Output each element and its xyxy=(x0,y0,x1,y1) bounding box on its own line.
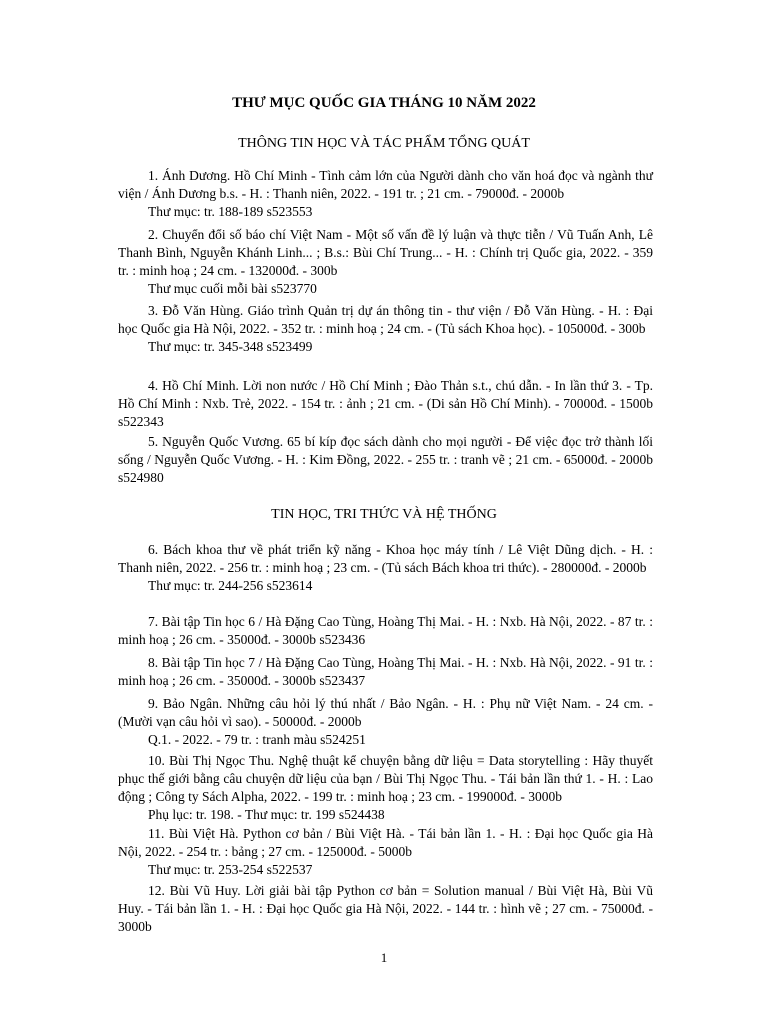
entry-text: 5. Nguyễn Quốc Vương. 65 bí kíp đọc sách dành cho mọi người - Để việc đọc trở thành lối sống / Nguyễn Quốc Vương. - H. : Kim Đồng, 2022. - 255 tr. : tranh vẽ ; 21 cm. - 65000đ. - 2000b s524980 xyxy=(118,434,653,485)
page-number: 1 xyxy=(380,950,388,965)
bibliography-entry xyxy=(118,167,653,221)
entry-text: 9. Bảo Ngân. Những câu hỏi lý thú nhất / Bảo Ngân. - H. : Phụ nữ Việt Nam. - 24 cm. - (Mười vạn câu hỏi vì sao). - 50000đ. - 2000b xyxy=(118,696,653,729)
bibliography-entry xyxy=(118,302,653,356)
bibliography-entry xyxy=(118,654,653,690)
bibliography-entry xyxy=(118,695,653,749)
bibliography-entry xyxy=(118,882,653,936)
bibliography-entry xyxy=(118,825,653,879)
entry-text: 4. Hồ Chí Minh. Lời non nước / Hồ Chí Minh ; Đào Thản s.t., chú dẫn. - In lần thứ 3. - Tp. Hồ Chí Minh : Nxb. Trẻ, 2022. - 154 tr. : ảnh ; 21 cm. - (Di sản Hồ Chí Minh). - 70000đ. - 1500b s522343 xyxy=(118,378,653,429)
entry-text: 10. Bùi Thị Ngọc Thu. Nghệ thuật kể chuyện bằng dữ liệu = Data storytelling : Hãy thuyết phục thế giới bằng câu chuyện dữ liệu của bạn / Bùi Thị Ngọc Thu. - Tái bản lần thứ 1. - H. : Lao động ; Công ty Sách Alpha, 2022. - 199 tr. : minh hoạ ; 23 cm. - 199000đ. - 3000b xyxy=(118,753,653,804)
entry-note: Phụ lục: tr. 198. - Thư mục: tr. 199 s524438 xyxy=(148,807,385,822)
entry-text: 11. Bùi Việt Hà. Python cơ bản / Bùi Việt Hà. - Tái bản lần 1. - H. : Đại học Quốc gia Hà Nội, 2022. - 254 tr. : bảng ; 27 cm. - 125000đ. - 5000b xyxy=(118,826,653,859)
entry-note: Thư mục: tr. 188-189 s523553 xyxy=(148,204,313,219)
section-title: TIN HỌC, TRI THỨC VÀ HỆ THỐNG xyxy=(271,507,497,522)
entry-text: 2. Chuyển đổi số báo chí Việt Nam - Một số vấn đề lý luận và thực tiễn / Vũ Tuấn Anh, Lê Thanh Bình, Nguyễn Khánh Linh... ; B.s.: Bùi Chí Trung... - H. : Chính trị Quốc gia, 2022. - 359 tr. : minh hoạ ; 24 cm. - 132000đ. - 300b xyxy=(118,227,653,278)
entry-note: Q.1. - 2022. - 79 tr. : tranh màu s524251 xyxy=(148,732,366,747)
entry-text: 7. Bài tập Tin học 6 / Hà Đặng Cao Tùng, Hoàng Thị Mai. - H. : Nxb. Hà Nội, 2022. - 87 tr. : minh hoạ ; 26 cm. - 35000đ. - 3000b s523436 xyxy=(118,614,653,647)
bibliography-entry xyxy=(118,752,653,824)
bibliography-entry xyxy=(118,541,653,595)
entry-text: 1. Ánh Dương. Hồ Chí Minh - Tình cảm lớn của Người dành cho văn hoá đọc và ngành thư viện / Ánh Dương b.s. - H. : Thanh niên, 2022. - 191 tr. ; 21 cm. - 79000đ. - 2000b xyxy=(118,168,653,201)
entry-note: Thư mục cuối mỗi bài s523770 xyxy=(148,281,317,296)
entry-text: 8. Bài tập Tin học 7 / Hà Đặng Cao Tùng, Hoàng Thị Mai. - H. : Nxb. Hà Nội, 2022. - 91 tr. : minh hoạ ; 26 cm. - 35000đ. - 3000b s523437 xyxy=(118,655,653,688)
entry-text: 12. Bùi Vũ Huy. Lời giải bài tập Python cơ bản = Solution manual / Bùi Việt Hà, Bùi Vũ Huy. - Tái bản lần 1. - H. : Đại học Quốc gia Hà Nội, 2022. - 144 tr. : hình vẽ ; 27 cm. - 75000đ. - 3000b xyxy=(118,883,653,934)
entry-note: Thư mục: tr. 345-348 s523499 xyxy=(148,339,313,354)
bibliography-entry xyxy=(118,377,653,431)
entry-note: Thư mục: tr. 253-254 s522537 xyxy=(148,862,313,877)
entry-text: 3. Đỗ Văn Hùng. Giáo trình Quản trị dự án thông tin - thư viện / Đỗ Văn Hùng. - H. : Đại học Quốc gia Hà Nội, 2022. - 352 tr. : minh hoạ ; 24 cm. - (Tủ sách Khoa học). - 105000đ. - 300b xyxy=(118,303,653,336)
section-title: THÔNG TIN HỌC VÀ TÁC PHẨM TỔNG QUÁT xyxy=(238,136,530,151)
document-title: THƯ MỤC QUỐC GIA THÁNG 10 NĂM 2022 xyxy=(232,95,536,111)
bibliography-entry xyxy=(118,613,653,649)
bibliography-entry xyxy=(118,433,653,487)
entry-text: 6. Bách khoa thư về phát triển kỹ năng - Khoa học máy tính / Lê Việt Dũng dịch. - H. : Thanh niên, 2022. - 256 tr. : minh hoạ ; 23 cm. - (Tủ sách Bách khoa tri thức). - 280000đ. - 2000b xyxy=(118,542,653,575)
bibliography-entry xyxy=(118,226,653,298)
entry-note: Thư mục: tr. 244-256 s523614 xyxy=(148,578,313,593)
